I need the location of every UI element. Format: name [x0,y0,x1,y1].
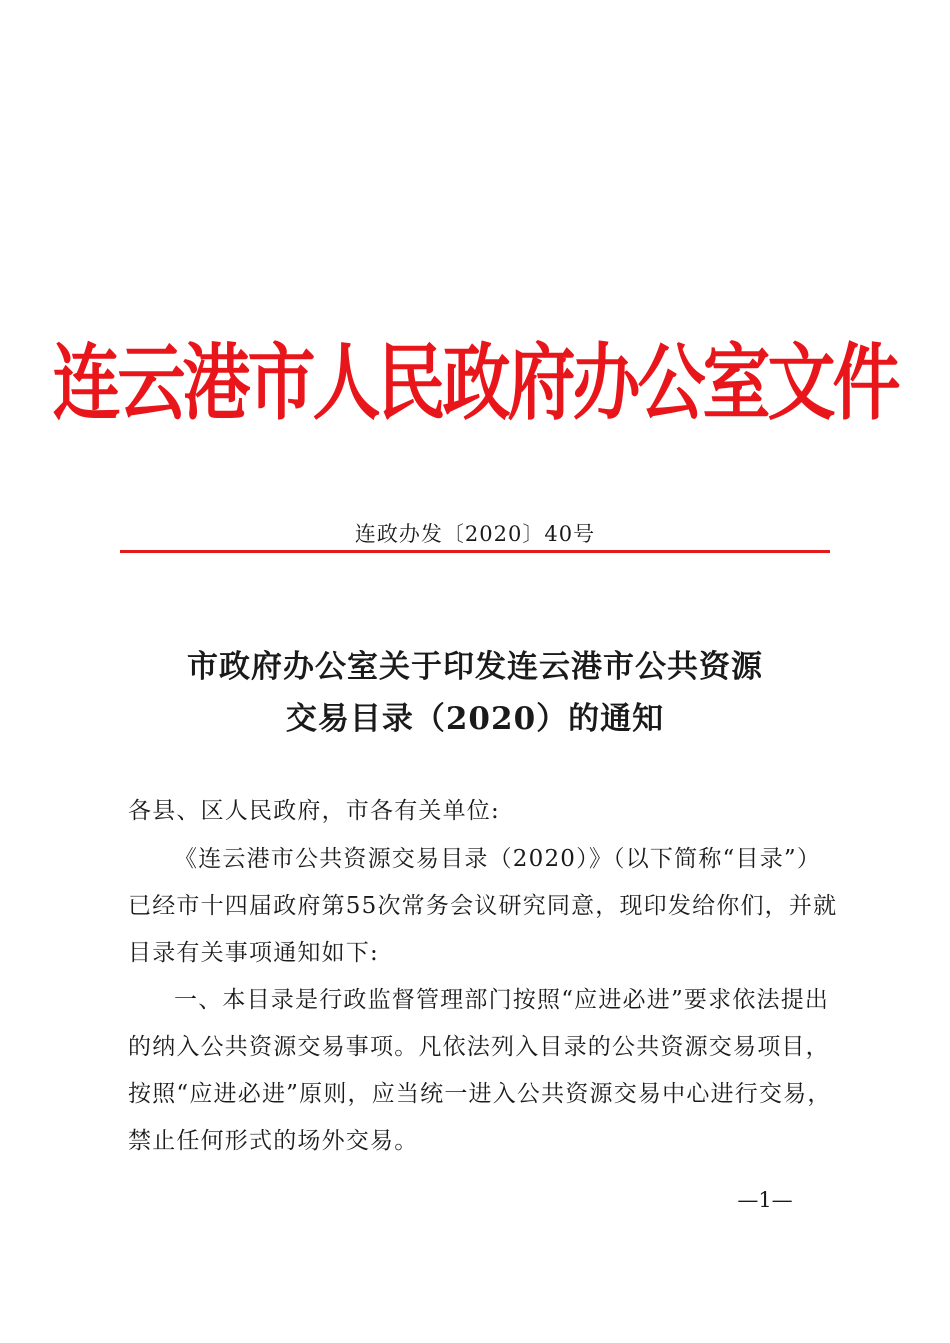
body-paragraph: 《连云港市公共资源交易目录（2020）》（以下简称“目录”）已经市十四届政府第55次常务会议研究同意，现印发给你们，并就目录有关事项通知如下: [128,846,838,966]
salutation: 各县、区人民政府，市各有关单位: [128,798,500,824]
page-number: —1— [737,1188,793,1212]
body-paragraph: 一、本目录是行政监督管理部门按照“应进必进”要求依法提出的纳入公共资源交易事项。凡依法列入目录的公共资源交易项目，按照“应进必进”原则，应当统一进入公共资源交易中心进行交易，禁止任何形式的场外交易。 [128,987,832,1154]
red-divider-line [120,550,830,553]
notice-title-line-1: 市政府办公室关于印发连云港市公共资源 [187,649,763,685]
document-number: 连政办发〔2020〕40号 [354,522,596,546]
notice-title-line-2: 交易目录（2020）的通知 [285,701,665,737]
masthead-title: 连云港市人民政府办公室文件 [52,336,898,433]
